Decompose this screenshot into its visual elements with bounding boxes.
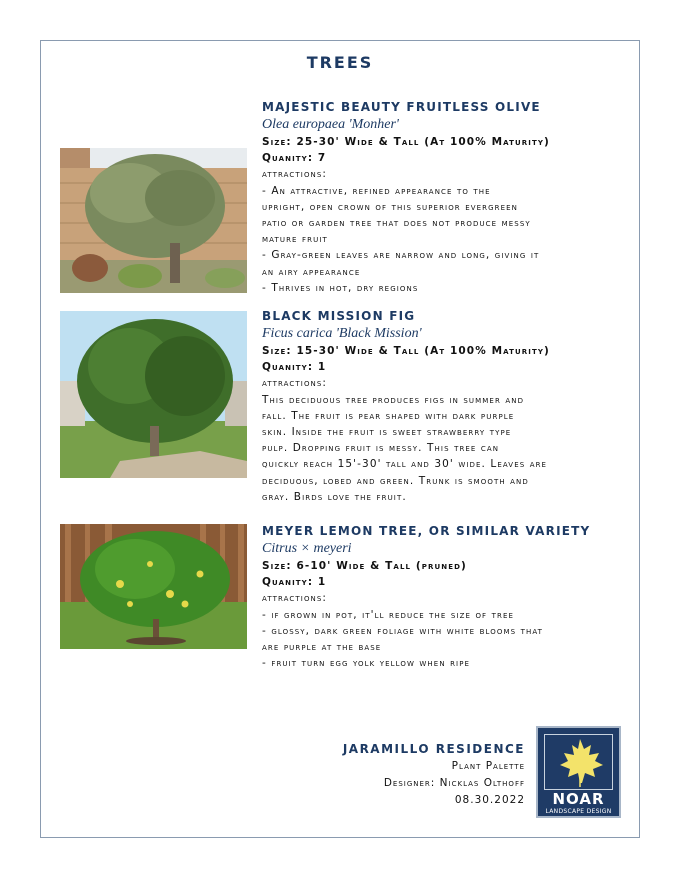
plant-entry-olive bbox=[60, 98, 640, 298]
description-line: fall. The fruit is pear shaped with dark purple bbox=[262, 409, 515, 422]
quantity-line: Quanity: 7 bbox=[262, 152, 327, 165]
olive-tree-photo bbox=[60, 148, 247, 293]
scientific-name: Ficus carica 'Black Mission' bbox=[262, 326, 422, 341]
maple-leaf-icon bbox=[545, 735, 616, 789]
project-name: JARAMILLO RESIDENCE bbox=[342, 742, 525, 756]
page-title: TREES bbox=[306, 53, 374, 72]
logo-subtitle: LANDSCAPE DESIGN bbox=[545, 808, 612, 815]
plant-name: MAJESTIC BEAUTY FRUITLESS OLIVE bbox=[262, 100, 541, 114]
scientific-name: Citrus × meyeri bbox=[262, 541, 352, 556]
description-line: skin. Inside the fruit is sweet strawberry type bbox=[262, 426, 512, 439]
olive-text bbox=[262, 98, 640, 296]
logo-leaf-box bbox=[544, 734, 613, 790]
logo-wordmark: NOAR bbox=[552, 790, 605, 808]
description-line: patio or garden tree that does not produce messy bbox=[262, 217, 531, 230]
description-line: This deciduous tree produces figs in summer and bbox=[262, 393, 525, 406]
size-line: Size: 6-10' Wide & Tall (pruned) bbox=[262, 560, 467, 572]
description-line: are purple at the base bbox=[262, 641, 382, 654]
description-line: an airy appearance bbox=[262, 265, 361, 278]
description-line: - fruit turn egg yolk yellow when ripe bbox=[262, 657, 471, 670]
description-line: mature fruit bbox=[262, 233, 328, 246]
description-line: - glossy, dark green foliage with white blooms that bbox=[262, 624, 544, 637]
document-date: 08.30.2022 bbox=[454, 794, 525, 806]
designer-name: Designer: Nicklas Olthoff bbox=[383, 777, 525, 789]
size-line: Size: 15-30' Wide & Tall (At 100% Maturity) bbox=[262, 345, 550, 357]
plant-name: MEYER LEMON TREE, OR SIMILAR VARIETY bbox=[262, 524, 591, 538]
attractions-label: attractions: bbox=[262, 168, 328, 181]
description-line: deciduous, lobed and green. Trunk is smooth and bbox=[262, 474, 529, 487]
plant-entry-fig bbox=[60, 307, 640, 507]
quantity-line: Quanity: 1 bbox=[262, 361, 327, 374]
scientific-name: Olea europaea 'Monher' bbox=[262, 117, 399, 132]
attractions-label: attractions: bbox=[262, 592, 328, 605]
description-line: gray. Birds love the fruit. bbox=[262, 490, 407, 503]
description-line: - Thrives in hot, dry regions bbox=[262, 281, 419, 294]
fig-text bbox=[262, 307, 640, 505]
company-logo bbox=[536, 726, 621, 818]
plant-name: BLACK MISSION FIG bbox=[262, 309, 416, 323]
description-line: pulp. Dropping fruit is messy. This tree can bbox=[262, 442, 500, 455]
description-line: - Gray-green leaves are narrow and long, giving it bbox=[262, 249, 540, 262]
description-line: - if grown in pot, it'll reduce the size of tree bbox=[262, 608, 515, 621]
description-line: quickly reach 15'-30' tall and 30' wide. Leaves are bbox=[262, 458, 548, 471]
document-name: Plant Palette bbox=[451, 760, 525, 772]
lemon-tree-photo bbox=[60, 524, 247, 649]
description-line: - An attractive, refined appearance to the bbox=[262, 184, 491, 197]
size-line: Size: 25-30' Wide & Tall (At 100% Maturity) bbox=[262, 136, 550, 148]
plant-entry-lemon bbox=[60, 522, 640, 682]
fig-tree-photo bbox=[60, 311, 247, 478]
description-line: upright, open crown of this superior evergreen bbox=[262, 200, 518, 213]
lemon-text bbox=[262, 522, 640, 671]
quantity-line: Quanity: 1 bbox=[262, 576, 327, 589]
title-block bbox=[343, 740, 525, 809]
attractions-label: attractions: bbox=[262, 377, 328, 390]
